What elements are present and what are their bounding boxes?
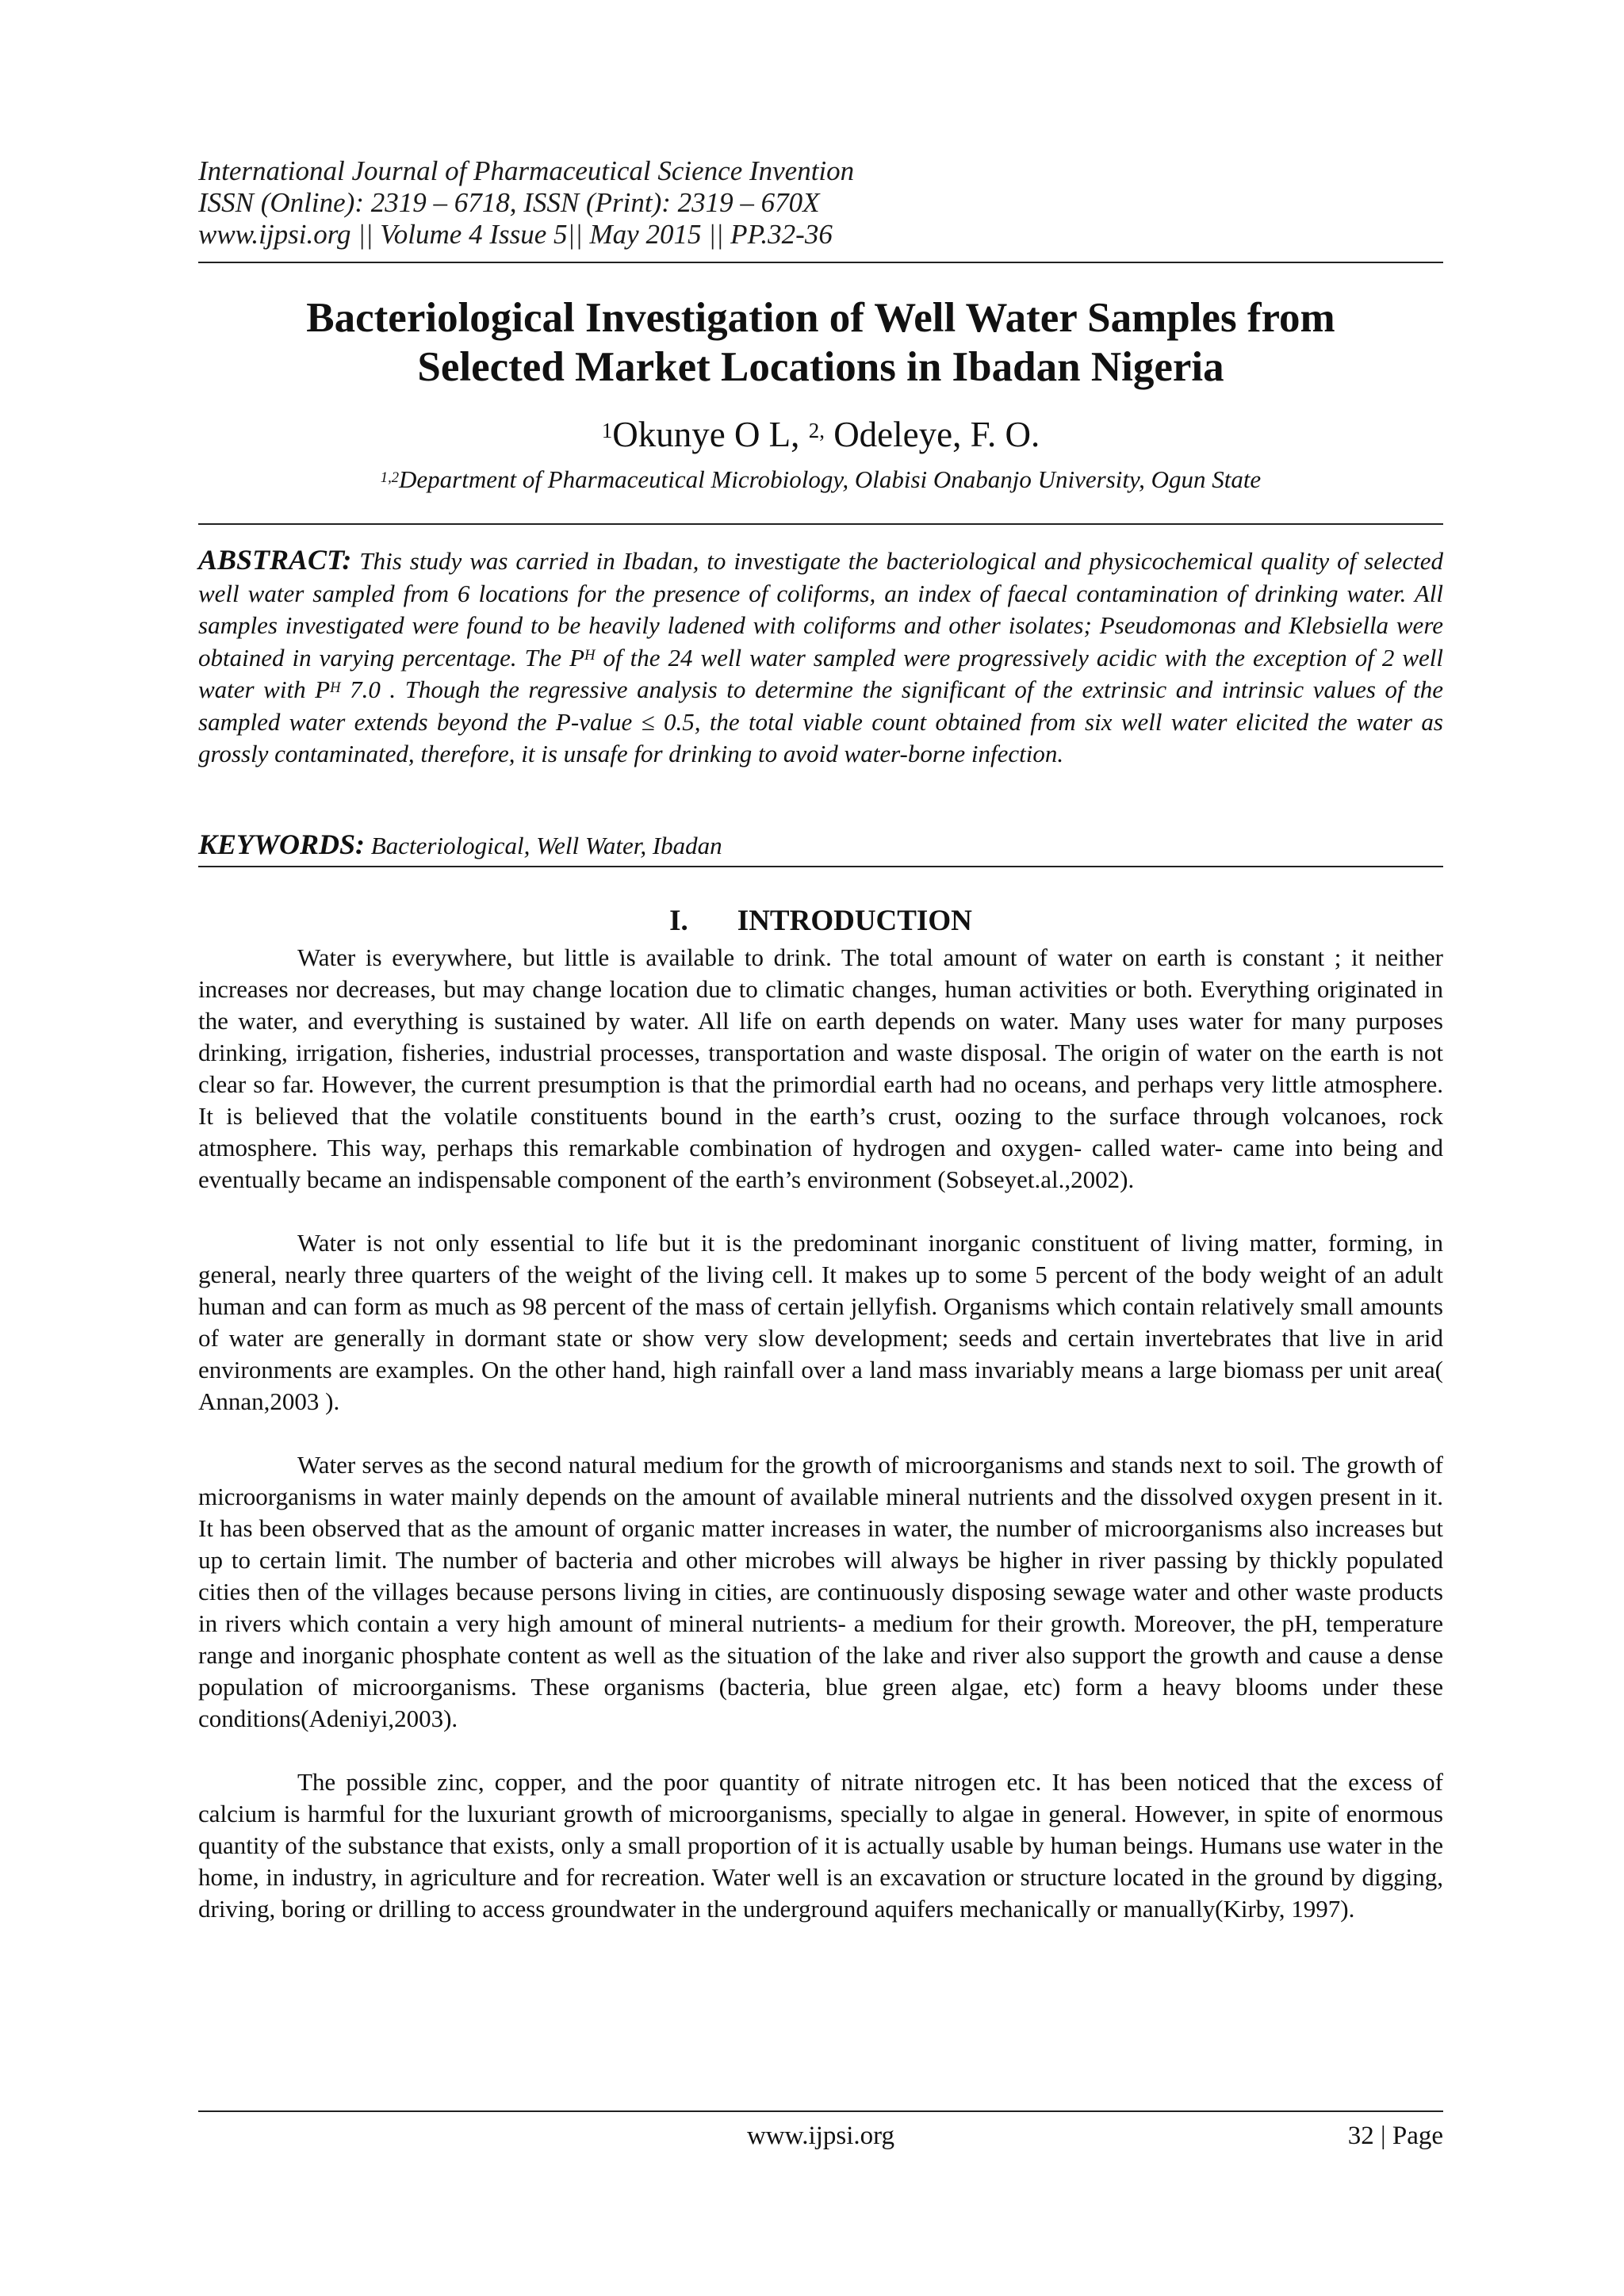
- paragraph: Water is everywhere, but little is available to drink. The total amount of water on earth is constant ; it neither increases nor decreases, but may change location due to climatic changes, human activities or both. Everything originated in the water, and everything is sustained by water. All life on earth depends on water. Many uses water for many purposes drinking, irrigation, fisheries, industrial processes, transportation and waste disposal. The origin of water on the earth is not clear so far. However, the current presumption is that the primordial earth had no oceans, and perhaps very little atmosphere. It is believed that the volatile constituents bound in the earth’s crust, oozing to the surface through volcanoes, rock atmosphere. This way, perhaps this remarkable combination of hydrogen and oxygen- called water- came into being and eventually became an indispensable component of the earth’s environment (Sobseyet.al.,2002).: [198, 943, 1443, 1193]
- author-2-superscript: 2,: [808, 419, 825, 443]
- keywords-divider: [198, 866, 1443, 867]
- abstract-ph-superscript-2: H: [330, 679, 341, 696]
- page-number: 32 | Page: [1347, 2122, 1443, 2150]
- header-divider: [198, 262, 1443, 263]
- author-list: [198, 412, 1443, 457]
- footer-divider: [198, 2110, 1443, 2112]
- abstract-text-2: of the 24 well water sampled were progressively acidic with the exception of 2 well water with P: [198, 643, 1443, 703]
- journal-header: [198, 155, 1443, 251]
- keywords-label: KEYWORDS:: [198, 828, 366, 860]
- title-line-2: Selected Market Locations in Ibadan Nigeria: [417, 344, 1224, 390]
- keywords: [198, 828, 1443, 862]
- abstract-text-3: 7.0 . Though the regressive analysis to determine the significant of the extrinsic and intrinsic values of the sampled water extends beyond the P-value ≤ 0.5, the total viable count obtained from six well water elicited the water as grossly contaminated, therefore, it is unsafe for drinking to avoid water-borne infection.: [198, 675, 1444, 767]
- journal-name: International Journal of Pharmaceutical Science Invention: [198, 155, 855, 186]
- author-1-superscript: 1: [601, 419, 613, 443]
- section-title: INTRODUCTION: [737, 905, 972, 937]
- section-heading: [198, 904, 1443, 939]
- paragraph: Water serves as the second natural medium for the growth of microorganisms and stands next to soil. The growth of microorganisms in water mainly depends on the amount of available mineral nutrients and the dissolved oxygen present in it. It has been observed that as the amount of organic matter increases in water, the number of microorganisms also increases but up to certain limit. The number of bacteria and other microbes will always be higher in river passing by thickly populated cities then of the villages because persons living in cities, are continuously disposing sewage water and other waste products in rivers which contain a very high amount of mineral nutrients- a medium for their growth. Moreover, the pH, temperature range and inorganic phosphate content as well as the situation of the lake and river also support the growth and cause a dense population of microorganisms. These organisms (bacteria, blue green algae, etc) form a heavy blooms under these conditions(Adeniyi,2003).: [198, 1451, 1443, 1732]
- abstract: [198, 544, 1443, 771]
- paragraph: Water is not only essential to life but it is the predominant inorganic constituent of living matter, forming, in general, nearly three quarters of the weight of the living cell. It makes up to some 5 percent of the body weight of an adult human and can form as much as 98 percent of the mass of certain jellyfish. Organisms which contain relatively small amounts of water are generally in dormant state or show very slow development; seeds and certain invertebrates that live in arid environments are examples. On the other hand, high rainfall over a land mass invariably means a large biomass per unit area( Annan,2003 ).: [198, 1229, 1443, 1415]
- footer-url: www.ijpsi.org: [746, 2122, 895, 2150]
- keywords-text: Bacteriological, Well Water, Ibadan: [365, 832, 722, 859]
- affiliation-superscript: 1,2: [380, 469, 400, 486]
- abstract-top-divider: [198, 523, 1443, 525]
- author-1-name: Okunye O L,: [612, 415, 809, 454]
- journal-volume: www.ijpsi.org || Volume 4 Issue 5|| May 2015 || PP.32-36: [198, 219, 833, 250]
- paper-title: [198, 293, 1443, 392]
- author-2-name: Odeleye, F. O.: [824, 415, 1040, 454]
- journal-issn: ISSN (Online): 2319 – 6718, ISSN (Print): 2319 – 670X: [198, 187, 820, 218]
- abstract-ph-superscript-1: H: [584, 647, 596, 664]
- affiliation-text: Department of Pharmaceutical Microbiology, Olabisi Onabanjo University, Ogun State: [399, 465, 1262, 493]
- section-number: I.: [669, 905, 688, 937]
- affiliation: [198, 464, 1443, 496]
- title-line-1: Bacteriological Investigation of Well Water Samples from: [306, 295, 1335, 341]
- paragraph: The possible zinc, copper, and the poor quantity of nitrate nitrogen etc. It has been noticed that the excess of calcium is harmful for the luxuriant growth of microorganisms, specially to algae in general. However, in spite of enormous quantity of the substance that exists, only a small proportion of it is actually usable by human beings. Humans use water in the home, in industry, in agriculture and for recreation. Water well is an excavation or structure located in the ground by digging, driving, boring or drilling to access groundwater in the underground aquifers mechanically or manually(Kirby, 1997).: [198, 1768, 1443, 1923]
- body-text: [198, 942, 1443, 1957]
- abstract-label: ABSTRACT:: [198, 544, 352, 576]
- abstract-text-1: This study was carried in Ibadan, to investigate the bacteriological and physicochemical quality of selected well water sampled from 6 locations for the presence of coliforms, an index of faecal contamination of drinking water. All samples investigated were found to be heavily ladened with coliforms and other isolates; Pseudomonas and Klebsiella were obtained in varying percentage. The P: [198, 547, 1443, 672]
